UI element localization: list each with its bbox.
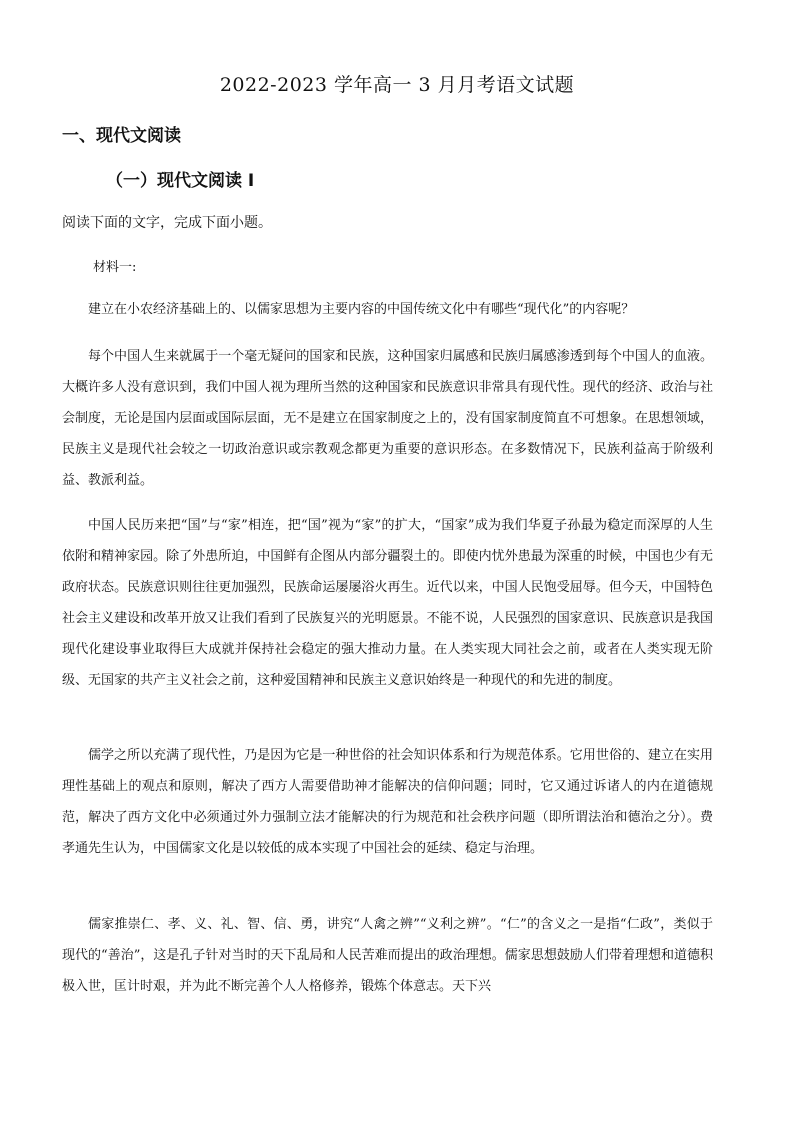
- material-label: 材料一:: [93, 260, 137, 275]
- instruction-text: 阅读下面的文字，完成下面小题。: [62, 215, 272, 231]
- section-heading: 一、现代文阅读: [62, 126, 181, 146]
- paragraph-3: 中国人民历来把“国”与“家”相连，把“国”视为“家”的扩大，“国家”成为我们华夏子孙最为稳定而深厚的人生依附和精神家园。除了外患所迫，中国鲜有企图从内部分疆裂土的。即使内忧外患最为深重的时候，中国也少有无政府状态。民族意识则往往更加强烈，民族命运屡屡浴火再生。近代以来，中国人民饱受屈辱。但今天，中国特色社会主义建设和改革开放又让我们看到了民族复兴的光明愿景。不能不说，人民强烈的国家意识、民族意识是我国现代化建设事业取得巨大成就并保持社会稳定的强大推动力量。在人类实现大同社会之前，或者在人类实现无阶级、无国家的共产主义社会之前，这种爱国精神和民族主义意识始终是一种现代的和先进的制度。: [62, 518, 713, 688]
- subsection-heading: （一）现代文阅读 I: [106, 171, 255, 191]
- paragraph-5: 儒家推崇仁、孝、义、礼、智、信、勇，讲究“人禽之辨”“义利之辨”。“仁”的含义之一是指“仁政”，类似于现代的“善治”，这是孔子针对当时的天下乱局和人民苦难而提出的政治理想。儒家思想鼓励人们带着理想和道德积极入世，匡计时艰，并为此不断完善个人人格修养，锻炼个体意志。天下兴: [62, 917, 713, 994]
- paragraph-4: 儒学之所以充满了现代性，乃是因为它是一种世俗的社会知识体系和行为规范体系。它用世俗的、建立在实用理性基础上的观点和原则，解决了西方人需要借助神才能解决的信仰问题；同时，它又通过诉诸人的内在道德规范，解决了西方文化中必须通过外力强制立法才能解决的行为规范和社会秩序问题（即所谓法治和德治之分）。费孝通先生认为，中国儒家文化是以较低的成本实现了中国社会的延续、稳定与治理。: [62, 748, 713, 856]
- paragraph-2: 每个中国人生来就属于一个毫无疑问的国家和民族，这种国家归属感和民族归属感渗透到每个中国人的血液。大概许多人没有意识到，我们中国人视为理所当然的这种国家和民族意识非常具有现代性。现代的经济、政治与社会制度，无论是国内层面或国际层面，无不是建立在国家制度之上的，没有国家制度简直不可想象。在思想领域，民族主义是现代社会较之一切政治意识或宗教观念都更为重要的意识形态。在多数情况下，民族利益高于阶级利益、教派利益。: [62, 349, 713, 488]
- page-title: 2022-2023 学年高一 3 月月考语文试题: [219, 74, 575, 96]
- paragraph-1: 建立在小农经济基础上的、以儒家思想为主要内容的中国传统文化中有哪些“现代化”的内容呢？: [88, 302, 635, 317]
